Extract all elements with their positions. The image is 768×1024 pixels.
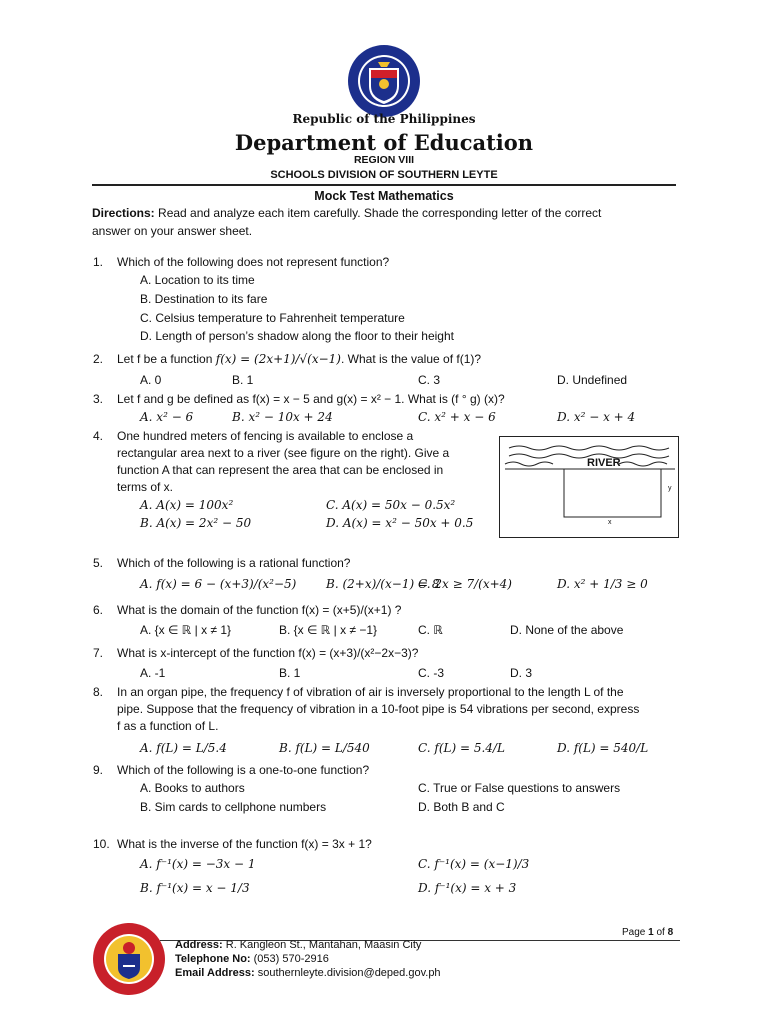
q10-number: 10. bbox=[93, 837, 110, 851]
q7-number: 7. bbox=[93, 646, 104, 660]
q3-text: Let f and g be defined as f(x) = x − 5 and g(x) = x² − 1. What is (f ° g) (x)? bbox=[117, 392, 505, 406]
phone-value: (053) 570-2916 bbox=[250, 953, 329, 965]
q4-option-b[interactable]: B. A(x) = 2x² − 50 bbox=[140, 516, 252, 530]
q5-option-a[interactable]: A. f(x) = 6 − (x+3)/(x²−5) bbox=[140, 577, 297, 591]
address-line bbox=[175, 939, 421, 951]
directions-text: Read and analyze each item carefully. Shade the corresponding letter of the correct bbox=[154, 206, 602, 220]
q6-number: 6. bbox=[93, 603, 104, 617]
header-divider bbox=[92, 184, 676, 186]
page-label: Page bbox=[622, 927, 649, 938]
q7-option-b[interactable]: B. 1 bbox=[279, 666, 301, 680]
q1-option-c[interactable]: C. Celsius temperature to Fahrenheit temperature bbox=[140, 311, 405, 325]
q2-function: f(x) = (2x+1)/√(x−1) bbox=[215, 352, 341, 366]
q3-number: 3. bbox=[93, 392, 104, 406]
division-seal bbox=[92, 922, 166, 996]
q9-option-c[interactable]: C. True or False questions to answers bbox=[418, 781, 621, 795]
q5-text: Which of the following is a rational function? bbox=[117, 556, 351, 570]
q10-option-b[interactable]: B. f⁻¹(x) = x − 1/3 bbox=[140, 881, 250, 895]
figure-x-label: x bbox=[608, 519, 612, 526]
q2-option-d[interactable]: D. Undefined bbox=[557, 373, 628, 387]
division-heading: SCHOOLS DIVISION OF SOUTHERN LEYTE bbox=[270, 169, 498, 181]
q10-text: What is the inverse of the function f(x) = 3x + 1? bbox=[117, 837, 372, 851]
phone-line bbox=[175, 953, 329, 965]
q2-text-pre: Let f be a function bbox=[117, 352, 213, 366]
q4-line-4: terms of x. bbox=[117, 480, 174, 494]
page-number: 1 bbox=[648, 927, 654, 938]
q5-option-c[interactable]: C. 2x ≥ 7/(x+4) bbox=[418, 577, 512, 591]
q2-text-post: . What is the value of f(1)? bbox=[340, 352, 482, 366]
q7-option-a[interactable]: A. -1 bbox=[140, 666, 166, 680]
q3-option-d[interactable]: D. x² − x + 4 bbox=[557, 410, 636, 424]
q6-option-c[interactable]: C. ℝ bbox=[418, 623, 443, 637]
test-title: Mock Test Mathematics bbox=[314, 189, 454, 203]
q2-text bbox=[117, 352, 481, 366]
email-line bbox=[175, 967, 441, 979]
q1-option-b[interactable]: B. Destination to its fare bbox=[140, 292, 268, 306]
page-of: of bbox=[653, 927, 668, 938]
phone-label: Telephone No: bbox=[175, 953, 251, 965]
q8-option-a[interactable]: A. f(L) = L/5.4 bbox=[140, 741, 227, 755]
q6-text: What is the domain of the function f(x) = (x+5)/(x+1) ? bbox=[117, 603, 402, 617]
figure-y-label: y bbox=[668, 485, 672, 492]
email-value[interactable]: southernleyte.division@deped.gov.ph bbox=[254, 967, 441, 979]
q4-line-1: One hundred meters of fencing is available to enclose a bbox=[117, 429, 414, 443]
department-heading: Department of Education bbox=[234, 130, 534, 155]
q7-option-d[interactable]: D. 3 bbox=[510, 666, 533, 680]
address-label: Address: bbox=[175, 939, 223, 951]
q8-option-b[interactable]: B. f(L) = L/540 bbox=[279, 741, 370, 755]
q2-option-b[interactable]: B. 1 bbox=[232, 373, 254, 387]
q5-number: 5. bbox=[93, 556, 104, 570]
page-indicator bbox=[622, 927, 673, 938]
q8-line-2: pipe. Suppose that the frequency of vibration in a 10-foot pipe is 54 vibrations per second, express bbox=[117, 702, 640, 716]
region-heading: REGION VIII bbox=[353, 154, 415, 166]
q6-option-a[interactable]: A. {x ∈ ℝ | x ≠ 1} bbox=[140, 623, 232, 637]
q4-option-a[interactable]: A. A(x) = 100x² bbox=[140, 498, 234, 512]
republic-heading: Republic of the Philippines bbox=[292, 112, 476, 126]
page-total: 8 bbox=[667, 927, 674, 938]
q8-option-d[interactable]: D. f(L) = 540/L bbox=[557, 741, 649, 755]
q1-option-a[interactable]: A. Location to its time bbox=[140, 273, 255, 287]
q10-option-a[interactable]: A. f⁻¹(x) = −3x − 1 bbox=[140, 857, 256, 871]
directions-line-1 bbox=[92, 206, 601, 220]
q9-option-d[interactable]: D. Both B and C bbox=[418, 800, 505, 814]
q2-option-a[interactable]: A. 0 bbox=[140, 373, 162, 387]
q8-option-c[interactable]: C. f(L) = 5.4/L bbox=[418, 741, 505, 755]
q8-number: 8. bbox=[93, 685, 104, 699]
directions-label: Directions: bbox=[92, 206, 155, 220]
river-figure bbox=[499, 436, 679, 538]
q5-option-b[interactable]: B. (2+x)/(x−1) = 8 bbox=[326, 577, 440, 591]
q5-option-d[interactable]: D. x² + 1/3 ≥ 0 bbox=[557, 577, 648, 591]
q2-option-c[interactable]: C. 3 bbox=[418, 373, 441, 387]
directions-line-2: answer on your answer sheet. bbox=[92, 224, 253, 238]
q7-option-c[interactable]: C. -3 bbox=[418, 666, 445, 680]
q3-option-c[interactable]: C. x² + x − 6 bbox=[418, 410, 496, 424]
q3-option-a[interactable]: A. x² − 6 bbox=[140, 410, 194, 424]
q1-option-d[interactable]: D. Length of person’s shadow along the floor to their height bbox=[140, 329, 454, 343]
email-label: Email Address: bbox=[175, 967, 255, 979]
q2-number: 2. bbox=[93, 352, 104, 366]
q4-number: 4. bbox=[93, 429, 104, 443]
q3-option-b[interactable]: B. x² − 10x + 24 bbox=[232, 410, 333, 424]
q10-option-c[interactable]: C. f⁻¹(x) = (x−1)/3 bbox=[418, 857, 530, 871]
q4-option-c[interactable]: C. A(x) = 50x − 0.5x² bbox=[326, 498, 456, 512]
q10-option-d[interactable]: D. f⁻¹(x) = x + 3 bbox=[418, 881, 517, 895]
q9-number: 9. bbox=[93, 763, 104, 777]
q4-line-3: function A that can represent the area that can be enclosed in bbox=[117, 463, 444, 477]
address-value: R. Kangleon St., Mantahan, Maasin City bbox=[222, 939, 422, 951]
q8-line-3: f as a function of L. bbox=[117, 719, 219, 733]
q1-number: 1. bbox=[93, 255, 104, 269]
deped-seal bbox=[347, 44, 421, 118]
q4-option-d[interactable]: D. A(x) = x² − 50x + 0.5 bbox=[326, 516, 474, 530]
river-label: RIVER bbox=[587, 457, 621, 469]
q7-text: What is x-intercept of the function f(x) = (x+3)/(x²−2x−3)? bbox=[117, 646, 419, 660]
q9-text: Which of the following is a one-to-one function? bbox=[117, 763, 370, 777]
q6-option-d[interactable]: D. None of the above bbox=[510, 623, 624, 637]
q8-line-1: In an organ pipe, the frequency f of vibration of air is inversely proportional to the length L of the bbox=[117, 685, 624, 699]
q1-text: Which of the following does not represent function? bbox=[117, 255, 390, 269]
q9-option-a[interactable]: A. Books to authors bbox=[140, 781, 245, 795]
q6-option-b[interactable]: B. {x ∈ ℝ | x ≠ −1} bbox=[279, 623, 378, 637]
q9-option-b[interactable]: B. Sim cards to cellphone numbers bbox=[140, 800, 327, 814]
q4-line-2: rectangular area next to a river (see figure on the right). Give a bbox=[117, 446, 450, 460]
